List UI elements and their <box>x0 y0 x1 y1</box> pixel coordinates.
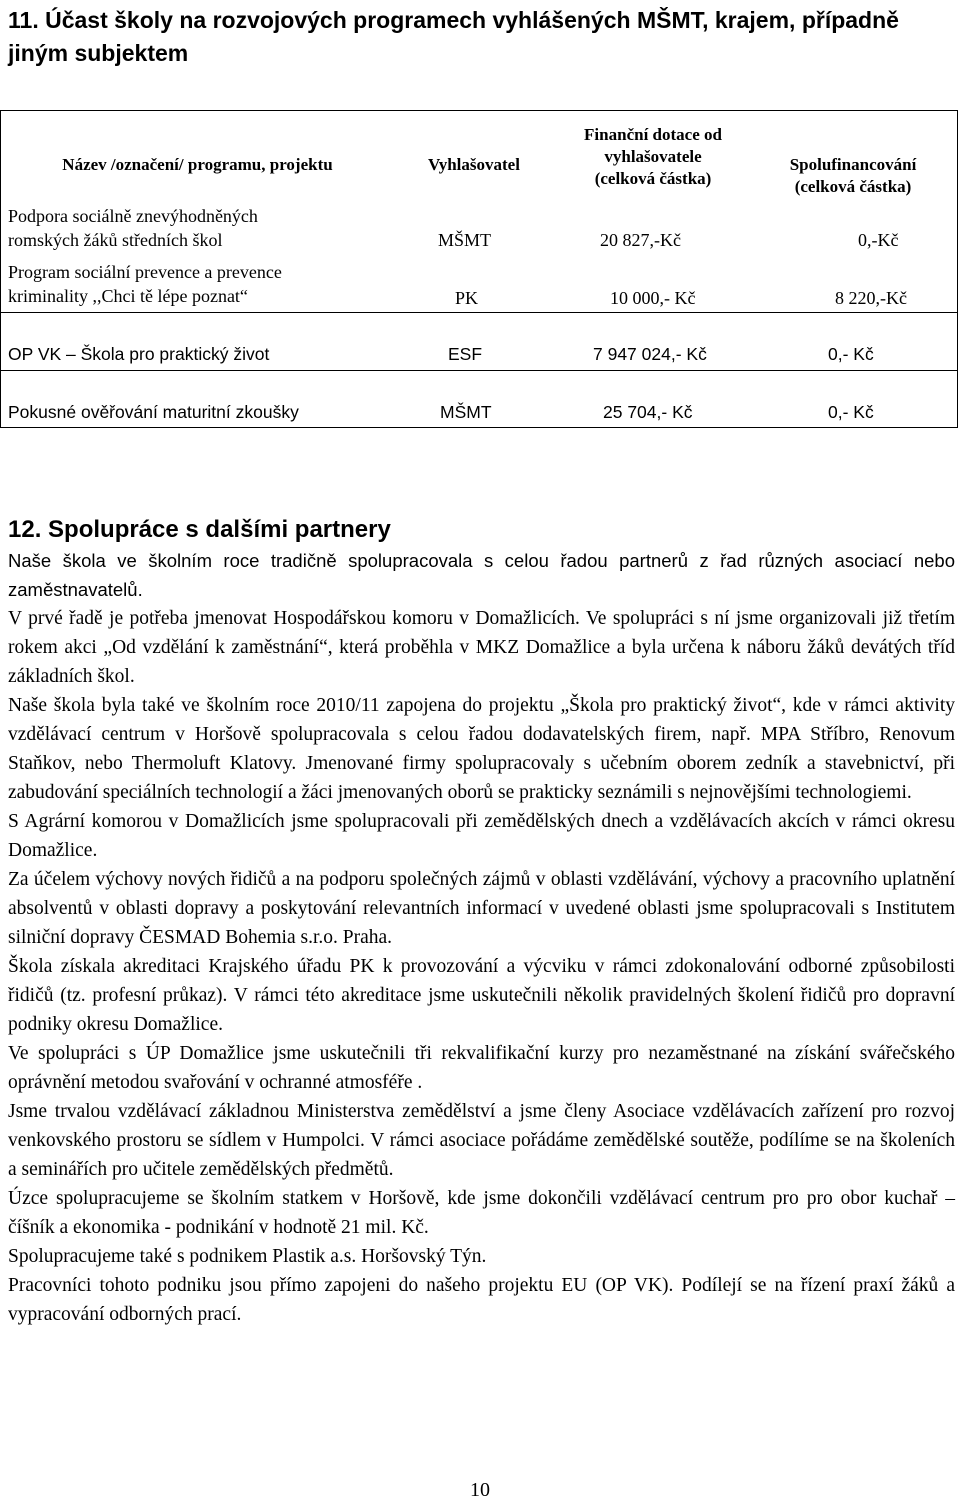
col-header-funding <box>553 124 753 190</box>
table-row-2-program <box>8 260 428 308</box>
col-header-announcer: Vyhlašovatel <box>428 155 520 174</box>
table-rule <box>0 370 958 371</box>
col-header-program: Název /označení/ programu, projektu <box>62 155 333 174</box>
table-row-1-cofunding: 0,-Kč <box>858 230 899 250</box>
body-paragraph: Jsme trvalou vzdělávací základnou Ministerstva zemědělství a jsme členy Asociace vzdělávacích zařízení pro rozvoj venkovského prostoru se sídlem v Humpolci. V rámci asociace pořádáme zemědělské soutěže, podílíme se na školeních a seminářích pro učitele zemědělských předmětů. <box>8 1101 955 1180</box>
table-row-2-funding: 10 000,- Kč <box>610 288 696 308</box>
section-11-heading: 11. Účast školy na rozvojových programech vyhlášených MŠMT, krajem, případně jiným subjektem <box>8 7 899 66</box>
col-header-cofunding-line: Spolufinancování <box>789 155 917 174</box>
table-row-3-cofunding: 0,- Kč <box>828 344 874 364</box>
table-row-2-announcer: PK <box>455 288 479 308</box>
col-header-funding-line: vyhlašovatele <box>604 147 702 166</box>
program-line: Podpora sociálně znevýhodněných <box>8 206 258 226</box>
section-12-heading: 12. Spolupráce s dalšími partnery <box>8 516 391 543</box>
table-row-2-cofunding: 8 220,-Kč <box>835 288 907 308</box>
table-row-1-program <box>8 204 428 252</box>
table-row-4-announcer: MŠMT <box>440 402 492 422</box>
program-line: romských žáků středních škol <box>8 230 223 250</box>
col-header-funding-line: (celková částka) <box>594 169 712 188</box>
body-paragraph: Úzce spolupracujeme se školním statkem v Horšově, kde jsme dokončili vzdělávací centrum pro pro obor kuchař – číšník a ekonomika - podnikání v hodnotě 21 mil. Kč. <box>8 1188 955 1238</box>
body-paragraph: V prvé řadě je potřeba jmenovat Hospodářskou komoru v Domažlicích. Ve spolupráci s ní jsme organizovali již třetím rokem akci „Od vzdělání k zaměstnání“, která proběhla v MKZ Domažlice a byla určena k náboru žáků devátých tříd základních škol. <box>8 608 955 687</box>
table-row-4-program: Pokusné ověřování maturitní zkoušky <box>8 402 299 422</box>
body-paragraph: Škola získala akreditaci Krajského úřadu PK k provozování a výcviku v rámci zdokonalování odborné způsobilosti řidičů (tz. profesní průkaz). V rámci této akreditace jsme uskutečnili několik pravidelných školení řidičů pro dopravní podniky okresu Domažlice. <box>8 956 955 1035</box>
page-number: 10 <box>470 1479 490 1501</box>
body-paragraph: Pracovníci tohoto podniku jsou přímo zapojeni do našeho projektu EU (OP VK). Podílejí se na řízení praxí žáků a vypracování odborných prací. <box>8 1275 955 1325</box>
table-row-1-funding: 20 827,-Kč <box>600 230 681 250</box>
table-row-3-funding: 7 947 024,- Kč <box>593 344 707 364</box>
body-paragraph: Ve spolupráci s ÚP Domažlice jsme uskutečnili tři rekvalifikační kurzy pro nezaměstnané na získání svářečského oprávnění metodou svařování v ochranné atmosféře . <box>8 1043 955 1093</box>
program-line: kriminality ,,Chci tě lépe poznat“ <box>8 286 248 306</box>
body-paragraph: Za účelem výchovy nových řidičů a na podporu společných zájmů v oblasti vzdělávání, výchovy a pracovního uplatnění absolventů v oblasti dopravy a poskytování relevantních informací v uvedené oblasti jsme spolupracovali s Institutem silniční dopravy ČESMAD Bohemia s.r.o. Praha. <box>8 869 955 948</box>
table-row-1-announcer: MŠMT <box>438 230 492 250</box>
col-header-funding-line: Finanční dotace od <box>584 125 722 144</box>
body-paragraph: Spolupracujeme také s podnikem Plastik a.s. Horšovský Týn. <box>8 1246 487 1267</box>
section-12-body <box>8 546 955 1329</box>
table-rule <box>0 110 958 111</box>
program-line: Program sociální prevence a prevence <box>8 262 282 282</box>
table-rule <box>0 427 958 428</box>
table-row-3-program: OP VK – Škola pro praktický život <box>8 344 270 364</box>
table-rule <box>0 312 958 313</box>
body-paragraph: Naše škola byla také ve školním roce 2010/11 zapojena do projektu „Škola pro praktický život“, kde v rámci aktivity vzdělávací centrum v Horšově spolupracovala s celou řadou dodavatelských firem, např. MPA Stříbro, Renovum Staňkov, nebo Thermoluft Klatovy. Jmenované firmy spolupracovaly s učebním oborem zedník a stavebnictví, při zabudování speciálních technologií a žáci jmenovaných oborů se prakticky seznámili s nejnovějšími technologiemi. <box>8 695 955 803</box>
table-row-4-funding: 25 704,- Kč <box>603 402 693 422</box>
body-paragraph: S Agrární komorou v Domažlicích jsme spolupracovali při zemědělských dnech a vzdělávacích akcích v rámci okresu Domažlice. <box>8 811 955 861</box>
col-header-cofunding-line: (celková částka) <box>794 177 912 196</box>
programs-table <box>0 110 958 428</box>
table-row-4-cofunding: 0,- Kč <box>828 402 874 422</box>
col-header-cofunding <box>753 154 953 198</box>
body-paragraph: Naše škola ve školním roce tradičně spolupracovala s celou řadou partnerů z řad různých asociací nebo zaměstnavatelů. <box>8 550 955 600</box>
table-row-3-announcer: ESF <box>448 344 483 364</box>
table-rule <box>957 110 958 428</box>
